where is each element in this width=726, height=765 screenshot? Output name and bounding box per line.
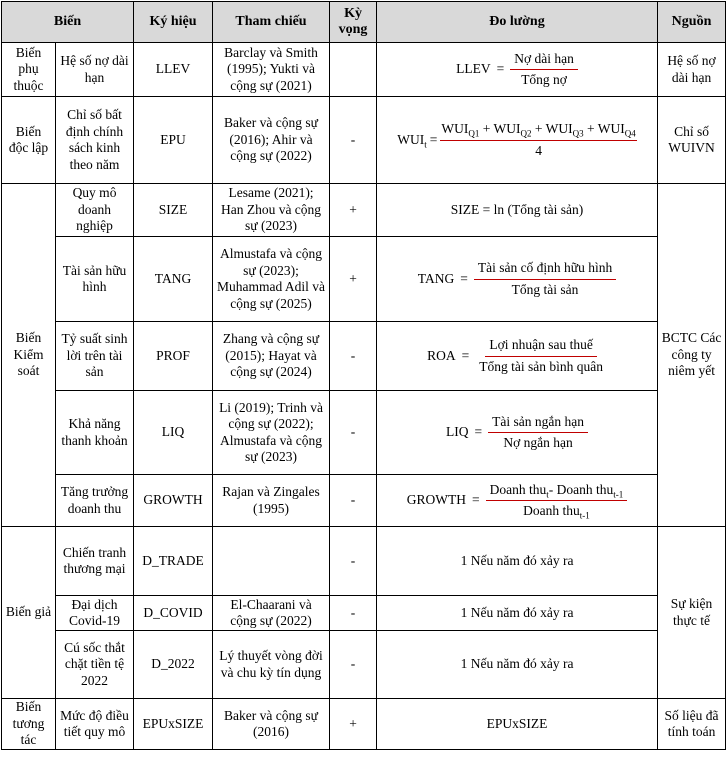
denominator: Tổng tài sản — [511, 281, 579, 297]
var-measure — [377, 237, 658, 322]
var-expect: - — [330, 391, 377, 475]
numerator: $WUI_{Q1} + WUI_{Q2} + WUI_{Q3} + WUI_{Q4}$ — [441, 121, 636, 139]
formula-eq: = — [474, 424, 483, 440]
formula — [397, 121, 637, 159]
var-expect: + — [330, 237, 377, 322]
var-symbol: LLEV — [134, 43, 213, 97]
numerator: Tài sản ngắn hạn — [488, 414, 588, 434]
var-symbol: SIZE — [134, 184, 213, 237]
var-name: Mức độ điều tiết quy mô — [56, 699, 134, 750]
formula-eq: = — [429, 131, 438, 147]
table-row — [2, 631, 726, 699]
var-name: Tài sản hữu hình — [56, 237, 134, 322]
table-row — [2, 596, 726, 631]
table-row — [2, 237, 726, 322]
var-symbol: D_COVID — [134, 596, 213, 631]
group-tuong-tac: Biến tương tác — [2, 699, 56, 750]
var-measure: 1 Nếu năm đó xảy ra — [377, 631, 658, 699]
table-row — [2, 527, 726, 596]
var-ref: Lý thuyết vòng đời và chu kỳ tín dụng — [213, 631, 330, 699]
formula — [407, 482, 628, 520]
var-ref — [213, 527, 330, 596]
var-ref: Baker và cộng sự (2016) — [213, 699, 330, 750]
fraction — [486, 482, 628, 520]
var-ref: Rajan và Zingales (1995) — [213, 475, 330, 527]
var-ref: Almustafa và cộng sự (2023); Muhammad Adil và cộng sự (2025) — [213, 237, 330, 322]
formula-lhs: ROA — [427, 347, 456, 363]
formula — [418, 260, 616, 298]
header-ky-hieu: Ký hiệu — [134, 2, 213, 43]
group-kiem-soat: Biến Kiểm soát — [2, 184, 56, 527]
var-measure — [377, 322, 658, 391]
formula-lhs: $WUI_t$ — [397, 131, 427, 150]
var-ref: Baker và cộng sự (2016); Ahir và cộng sự (2022) — [213, 97, 330, 184]
var-symbol: EPU — [134, 97, 213, 184]
var-measure: SIZE = ln (Tổng tài sản) — [377, 184, 658, 237]
numerator: Doanh thu$_t$- Doanh thu$_{t-1}$ — [486, 482, 628, 502]
var-ref: El-Chaarani và cộng sự (2022) — [213, 596, 330, 631]
var-measure — [377, 391, 658, 475]
var-expect: - — [330, 527, 377, 596]
numerator: Tài sản cố định hữu hình — [474, 260, 616, 280]
var-name: Khả năng thanh khoản — [56, 391, 134, 475]
group-doc-lap: Biến độc lập — [2, 97, 56, 184]
formula-eq: = — [472, 492, 480, 508]
var-expect: - — [330, 97, 377, 184]
var-ref: Barclay và Smith (1995); Yukti và cộng sự (2021) — [213, 43, 330, 97]
numerator: Nợ dài hạn — [510, 51, 578, 71]
var-symbol: D_TRADE — [134, 527, 213, 596]
table-row — [2, 97, 726, 184]
denominator: Doanh thu$_{t-1}$ — [523, 503, 590, 521]
fraction — [475, 337, 607, 375]
source-doc-lap: Chỉ số WUIVN — [658, 97, 726, 184]
header-bien: Biến — [2, 2, 134, 43]
var-name: Đại dịch Covid-19 — [56, 596, 134, 631]
formula-lhs: LLEV — [456, 61, 491, 77]
var-ref: Lesame (2021); Han Zhou và cộng sự (2023) — [213, 184, 330, 237]
formula-eq: = — [496, 61, 505, 77]
var-measure — [377, 43, 658, 97]
table-row — [2, 391, 726, 475]
formula-lhs: GROWTH — [406, 492, 466, 508]
formula-eq: = — [461, 347, 470, 363]
var-symbol: GROWTH — [134, 475, 213, 527]
var-name: Quy mô doanh nghiệp — [56, 184, 134, 237]
denominator: 4 — [535, 142, 542, 158]
var-name: Hệ số nợ dài hạn — [56, 43, 134, 97]
var-expect — [330, 43, 377, 97]
var-symbol: D_2022 — [134, 631, 213, 699]
source-phu-thuoc: Hệ số nợ dài hạn — [658, 43, 726, 97]
var-expect: - — [330, 631, 377, 699]
var-ref: Zhang và cộng sự (2015); Hayat và cộng sự (2024) — [213, 322, 330, 391]
var-symbol: LIQ — [134, 391, 213, 475]
var-measure: 1 Nếu năm đó xảy ra — [377, 527, 658, 596]
table-row — [2, 184, 726, 237]
table-row — [2, 699, 726, 750]
formula-lhs: LIQ — [446, 424, 469, 440]
var-measure: 1 Nếu năm đó xảy ra — [377, 596, 658, 631]
header-do-luong: Đo lường — [377, 2, 658, 43]
header-nguon: Nguồn — [658, 2, 726, 43]
table-row — [2, 322, 726, 391]
fraction — [440, 121, 636, 159]
var-expect: - — [330, 322, 377, 391]
header-ky-vong: Kỳ vọng — [330, 2, 377, 43]
var-symbol: TANG — [134, 237, 213, 322]
source-kiem-soat: BCTC Các công ty niêm yết — [658, 184, 726, 527]
numerator: Lợi nhuận sau thuế — [485, 337, 597, 357]
formula — [427, 337, 607, 375]
var-symbol: PROF — [134, 322, 213, 391]
var-name: Cú sốc thắt chặt tiền tệ 2022 — [56, 631, 134, 699]
variables-table — [1, 1, 726, 750]
header-row — [2, 2, 726, 43]
fraction — [510, 51, 578, 89]
var-name: Chỉ số bất định chính sách kinh theo năm — [56, 97, 134, 184]
denominator: Tổng nợ — [521, 72, 567, 87]
formula — [456, 51, 578, 89]
var-name: Chiến tranh thương mại — [56, 527, 134, 596]
formula-eq: = — [460, 270, 468, 286]
var-measure — [377, 97, 658, 184]
denominator: Nợ ngắn hạn — [503, 435, 573, 450]
var-name: Tỷ suất sinh lời trên tài sản — [56, 322, 134, 391]
group-gia: Biến giả — [2, 527, 56, 699]
source-tuong-tac: Số liệu đã tính toán — [658, 699, 726, 750]
formula — [446, 414, 588, 452]
group-phu-thuoc: Biến phụ thuộc — [2, 43, 56, 97]
var-measure — [377, 475, 658, 527]
var-expect: + — [330, 184, 377, 237]
header-tham-chieu: Tham chiếu — [213, 2, 330, 43]
var-symbol: EPUxSIZE — [134, 699, 213, 750]
var-ref: Li (2019); Trinh và cộng sự (2022); Almustafa và cộng sự (2023) — [213, 391, 330, 475]
table-row — [2, 43, 726, 97]
fraction — [474, 260, 616, 298]
var-expect: - — [330, 475, 377, 527]
formula-lhs: TANG — [417, 270, 455, 286]
var-measure: EPUxSIZE — [377, 699, 658, 750]
var-name: Tăng trưởng doanh thu — [56, 475, 134, 527]
source-gia: Sự kiện thực tế — [658, 527, 726, 699]
var-expect: - — [330, 596, 377, 631]
var-expect: + — [330, 699, 377, 750]
fraction — [488, 414, 588, 452]
table-row — [2, 475, 726, 527]
denominator: Tổng tài sản bình quân — [479, 358, 603, 374]
